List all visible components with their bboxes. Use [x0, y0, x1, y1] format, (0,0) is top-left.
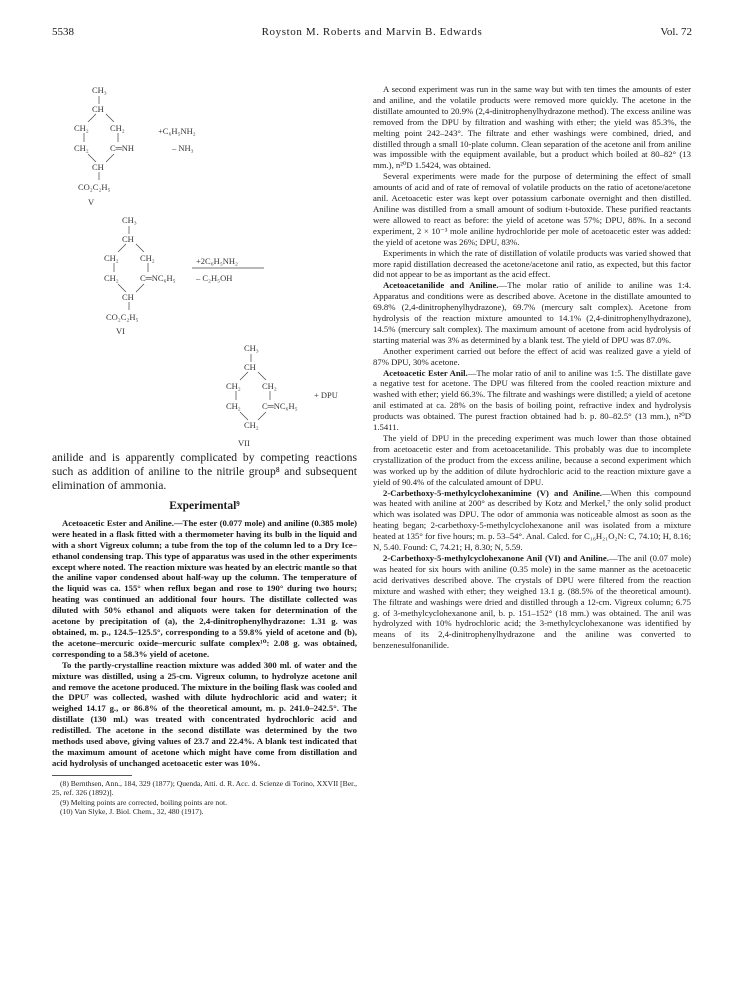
paragraph-title: Acetoacetanilide and Aniline.	[383, 280, 499, 291]
v-ch3: CH₃	[92, 85, 107, 95]
paragraph-dpu-yield: The yield of DPU in the preceding experiment was much lower than those obtained from acetoacetic ester and from acetoacetanilide. This probably was due to incomplete crystallization of the product from the excess aniline, because a second experiment which was worked up by the addition of dilute hydrochloric acid to the reaction mixture gave a yield of 90.4% of the calculated amount of DPU.	[373, 433, 691, 487]
v-ch2-a: CH₂	[74, 123, 89, 133]
paragraph-text: —The molar ratio of anilide to aniline was 1:4. Apparatus and conditions were as described above. Acetone in the distillate amounted to 69.8% (2,4-dinitrophenylhydrazone), 69.7% (mercury salt complex). Acetone from hydrolysis of the reaction mixture amounted to 14.1% (2,4-dinitrophenylhydrazone), 14.5% (mercury salt complex). The maximum amount of acetone from acid hydrolysis of starting material was 3% as determined by a blank test. The yield of DPU was 87.0%.	[373, 280, 692, 345]
v-ester: CO₂C₂H₅	[78, 182, 111, 192]
vii-ch2-bottom: CH₂	[244, 420, 259, 430]
vii-ch2-a: CH₂	[226, 381, 241, 391]
left-column	[52, 84, 357, 816]
v-ch-bottom: CH	[92, 162, 104, 172]
footnote-rule	[52, 775, 132, 776]
paragraph-title: Acetoacetic Ester and Aniline.	[62, 517, 174, 528]
paragraph-hydrolysis: To the partly-crystalline reaction mixture was added 300 ml. of water and the mixture was distilled, using a 25-cm. Vigreux column, to hydrolyze acetone anil and remove the acetone produced. The mixture in the boiling flask was cooled and the DPU⁷ was collected, washed with dilute hydrochloric acid and water; it weighed 14.17 g., or 86.8% of the theoretical amount, m. p. 241.0–242.5°. The distillate (130 ml.) was treated with concentrated hydrochloric acid and redistilled. The acetone in the second distillate was determined by the two methods used above, giving values of 23.7 and 22.4%. A blank test indicated that the maximum amount of acetone which might have come from distillation and acid hydrolysis of unchanged acetoacetic ester was 10%.	[52, 659, 357, 768]
structure-vii	[52, 342, 357, 451]
paragraph-title: Acetoacetic Ester Anil.	[383, 367, 468, 378]
footnote-10: (10) Van Slyke, J. Biol. Chem., 32, 480 (1917).	[60, 806, 204, 816]
vii-reagent: + DPU	[314, 390, 338, 400]
experimental-body	[52, 518, 357, 769]
vii-ch2-b: CH₂	[262, 381, 277, 391]
v-ch: CH	[92, 104, 104, 114]
page-number: 5538	[52, 26, 74, 38]
v-ch2-b: CH₂	[110, 123, 125, 133]
v-ch2-c: CH₂	[74, 143, 89, 153]
vi-ester: CO₂C₂H₅	[106, 312, 139, 322]
paragraph-text: —The anil (0.07 mole) was heated for six hours with aniline (0.35 mole) in the same manner as the acetoacetic acid derivatives described above. The crystals of DPU were filtered from the reaction mixture and washed with ether; they weighed 13.1 g. (88.5% of the theoretical amount). The filtrate and washings were dried and distilled through a 12-cm. Vigreux column; 6.75 g. of 3-methylcyclohexanone anil, b. p. 151–152° (18 mm.) was obtained. The anil was hydrolyzed with 10% hydrochloric acid; the 3-methylcyclohexanone was identified by means of its 2,4-dinitrophenylhydrazone and the aniline was converted to benzenesulfonanilide.	[373, 552, 691, 651]
intro-paragraph: anilide and is apparently complicated by competing reactions such as addition of aniline to the nitrile group⁸ and subsequent elimination of ammonia.	[52, 451, 357, 492]
vi-reagent-add: +2C₆H₅NH₂	[196, 256, 239, 266]
paragraph-cyclohexanone-anil	[373, 553, 691, 651]
paragraph-cyclohexanimine	[373, 488, 691, 553]
section-heading: Experimental⁹	[169, 500, 240, 512]
vi-ch2-c: CH₂	[104, 273, 119, 283]
right-column	[373, 84, 691, 651]
structure-v	[52, 84, 357, 214]
footnote-8: (8) Bernthsen, Ann., 184, 329 (1877); Quenda, Atti. d. R. Acc. d. Scienze di Torino, XXVII [Ber., 25, ref. 326 (1892)].	[52, 778, 357, 798]
paragraph-distillation-rate: Experiments in which the rate of distillation of volatile products was varied showed that more rapid distillation decreased the acetone/acetone anil ratio, as expected, but this factor did not appear to be as important as the acid effect.	[373, 247, 691, 280]
vii-ch3: CH₃	[244, 343, 259, 353]
v-c-nh: C═NH	[110, 143, 134, 153]
paragraph-text: —The molar ratio of anil to aniline was 1:5. The distillate gave a negative test for acetone. The DPU was filtered from the cooled reaction mixture and washed with ether; yield 66.3%. The filtrate and washings were distilled; a yield of acetone anil estimated at ca. 28% on the basis of boiling point, refractive index and hydrolysis products was obtained. The purest fraction obtained had b. p. 80–82.5° (13 mm.), n²⁰D 1.5411.	[373, 367, 691, 433]
vi-ch-bottom: CH	[122, 292, 134, 302]
vi-c-n-phenyl: C═NC₆H₅	[140, 273, 176, 283]
page-header	[52, 26, 692, 42]
vi-ch2-a: CH₂	[104, 253, 119, 263]
vii-ch2-c: CH₂	[226, 401, 241, 411]
paragraph-second-experiment: A second experiment was run in the same way but with ten times the amounts of ester and aniline, and the volatile products were removed more quickly. The acetone in the distillate amounted to 20.9% (2,4-dinitrophenylhydrazone method). The excess aniline was removed from the DPU by filtration and washing with ether; the yield was 85.3%, the melting point 242–243°. The filtrate and ether washings were combined, dried, and distilled through a small 10-plate column. Clean separation of the acetone anil from aniline was impossible with the equipment available, but a product which boiled at 80–82° (13 mm.), n²⁰D 1.5424, was obtained.	[373, 84, 691, 171]
vii-ch: CH	[244, 362, 256, 372]
vi-ch: CH	[122, 234, 134, 244]
paragraph-text: —The ester (0.077 mole) and aniline (0.385 mole) were heated in a flask fitted with a thermometer having its bulb in the liquid and with a short Vigreux column; a tube from the top of the column led to a Dry Ice–ethanol condensing trap. This type of apparatus was used in the other experiments except where noted. The reaction mixture was heated by an electric mantle so that the aniline vapor condensed about half-way up the column. The temperature of the liquid was ca. 155° when reflux began and rose to 190° during two hours; heating was continued an additional four hours. The distillate collected was diluted with 50% ethanol and aliquots were taken for determination of the acetone by precipitation of (a), the 2,4-dinitrophenylhydrazone: 1.31 g. was obtained, m. p., 124.5–125.5°, corresponding to a 59.8% yield of acetone and (b), the acetone–mercuric oxide–mercuric sulfate complex¹⁰: 2.08 g. was obtained, corresponding to a 58.3% yield of acetone.	[52, 517, 358, 659]
paragraph-another-experiment: Another experiment carried out before the effect of acid was realized gave a yield of 87% DPU, 30% acetone.	[373, 345, 691, 367]
v-label: V	[88, 197, 95, 207]
paragraph-acetoacetic-ester-aniline	[52, 518, 357, 660]
paragraph-acid-effect: Several experiments were made for the purpose of determining the effect of small amounts of acid and of rate of removal of volatile products on the ratio of acetone/acetone anil. Acetoacetic ester was kept over potassium carbonate overnight and then distilled. Aniline was distilled from a small amount of sodium t-butoxide. These purified reactants were allowed to react as before: the yield of acetone was 57%; DPU, 88%. In a second experiment, 2 × 10⁻³ mole aniline hydrochloride per mole of acetoacetic ester was added: the yield of acetone was 26%; DPU, 83%.	[373, 171, 691, 247]
vi-ch2-b: CH₂	[140, 253, 155, 263]
paragraph-title: 2-Carbethoxy-5-methylcyclohexanone Anil (VI) and Aniline.	[383, 552, 609, 563]
structure-vii-bonds	[52, 342, 357, 451]
v-reagent-add: +C₆H₅NH₂	[158, 126, 196, 136]
vii-label: VII	[238, 438, 250, 448]
volume-label: Vol. 72	[660, 26, 692, 38]
vi-label: VI	[116, 326, 125, 336]
paragraph-text: —When this compound was heated with aniline at 200° as described by Kotz and Merkel,⁷ the only solid product which was isolated was DPU. The odor of ammonia was noticeable almost as soon as the heating began; 2-carbethoxy-5-methylcyclohexanone anil was isolated from a mixture heated at 135° for five hours; m. p. 53–54°. Anal. Calcd. for C₁₆H₂₁O₂N: C, 74.10; H, 8.16; N, 5.40. Found: C, 74.21; H, 8.30; N, 5.59.	[373, 487, 691, 553]
running-title: Royston M. Roberts and Marvin B. Edwards	[261, 26, 483, 38]
paragraph-title: 2-Carbethoxy-5-methylcyclohexanimine (V) and Aniline.	[383, 487, 602, 498]
structure-vi	[52, 214, 357, 342]
vii-c-n-phenyl: C═NC₆H₅	[262, 401, 298, 411]
paragraph-acetoacetanilide	[373, 280, 691, 345]
v-reagent-loss: – NH₃	[172, 143, 194, 153]
paragraph-ester-anil	[373, 368, 691, 433]
footnotes	[52, 775, 357, 817]
footnote-9: (9) Melting points are corrected, boiling points are not.	[60, 797, 228, 807]
vi-ch3: CH₃	[122, 215, 137, 225]
vi-reagent-loss: – C₂H₅OH	[196, 273, 233, 283]
